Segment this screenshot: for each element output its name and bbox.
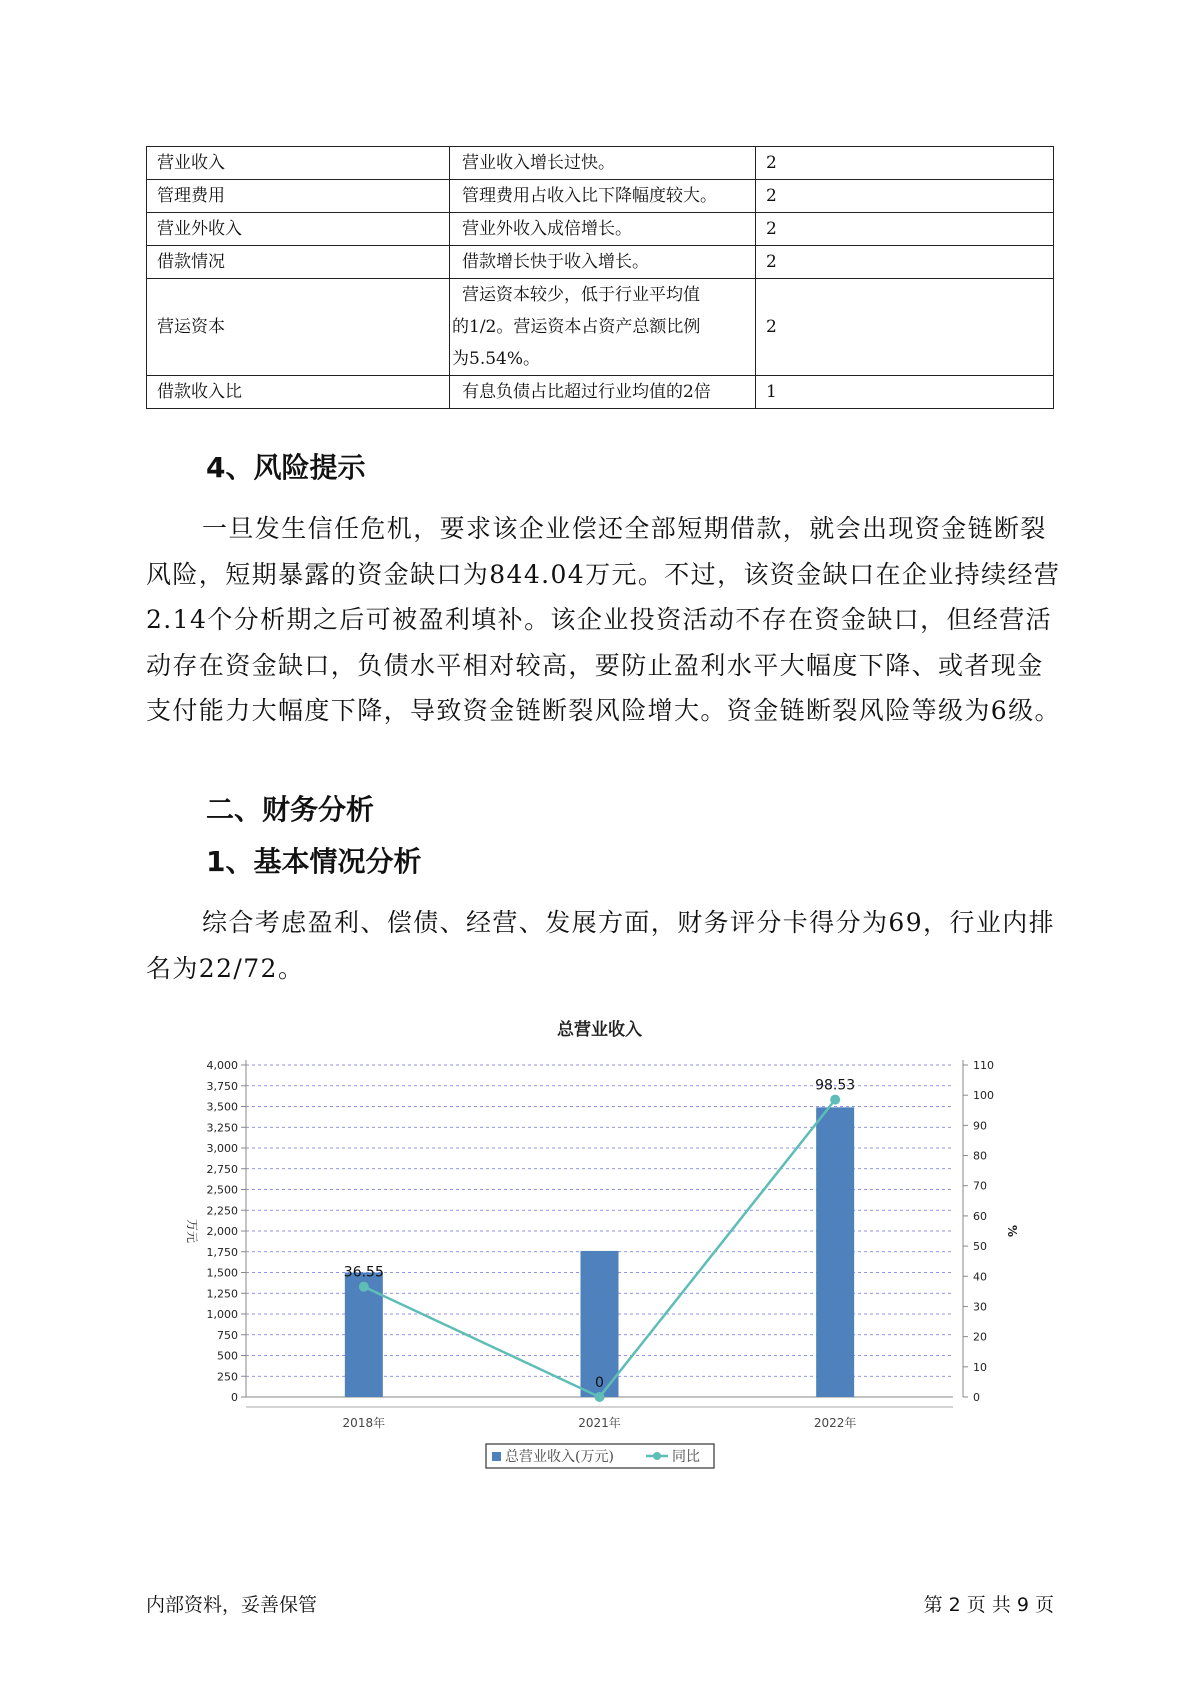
risk-heading: 4、风险提示: [206, 451, 366, 484]
y2-axis-label: %: [1005, 1224, 1019, 1238]
bar: [816, 1107, 854, 1397]
revenue-chart: [170, 1015, 1050, 1490]
y-tick-label: 3,000: [206, 1142, 238, 1155]
finance-heading: 二、财务分析: [206, 793, 375, 826]
risk-indicator-table: [146, 146, 1054, 409]
y-tick-label: 3,750: [206, 1079, 238, 1093]
table-cell-desc: 借款增长快于收入增长。: [450, 246, 756, 279]
y-tick-label: 1,000: [206, 1308, 238, 1321]
footer-confidential: 内部资料，妥善保管: [146, 1594, 318, 1616]
y-tick-label: 3,250: [206, 1121, 238, 1135]
x-tick-label: 2022年: [813, 1416, 857, 1430]
yoy-point: [359, 1282, 369, 1292]
yoy-data-label: 0: [595, 1375, 604, 1391]
y-tick-label: 250: [217, 1370, 238, 1384]
desc-line: 营运资本较少，低于行业平均值: [462, 285, 700, 305]
table-cell-score: 1: [756, 376, 1054, 409]
table-cell-item: 营业外收入: [147, 213, 450, 246]
table-row: [147, 213, 1054, 246]
y2-tick-label: 40: [973, 1270, 987, 1284]
table-row: [147, 180, 1054, 213]
table-cell-desc: 营业外收入成倍增长。: [450, 213, 756, 246]
table-cell-score: 2: [756, 213, 1054, 246]
y2-tick-label: 30: [973, 1300, 987, 1314]
y-axis-label: 万元: [185, 1218, 199, 1244]
table-cell-desc: 有息负债占比超过行业均值的2倍: [450, 376, 756, 409]
table-cell-score: 2: [756, 147, 1054, 180]
table-row: [147, 279, 1054, 376]
table-cell-desc: [450, 279, 756, 376]
y-tick-label: 2,500: [206, 1183, 238, 1197]
y-tick-label: 3,500: [206, 1100, 238, 1114]
y2-tick-label: 50: [973, 1240, 987, 1254]
table-cell-score: 2: [756, 180, 1054, 213]
legend-line-label: 同比: [672, 1449, 700, 1465]
y-tick-label: 750: [217, 1328, 238, 1342]
table-cell-item: 营业收入: [147, 147, 450, 180]
y-tick-label: 1,500: [206, 1266, 238, 1280]
y2-tick-label: 0: [973, 1391, 980, 1404]
yoy-data-label: 36.55: [343, 1264, 384, 1281]
y2-tick-label: 80: [973, 1149, 987, 1163]
yoy-data-label: 98.53: [815, 1077, 856, 1094]
y2-tick-label: 20: [973, 1330, 987, 1344]
y-tick-label: 2,750: [206, 1162, 238, 1176]
y-tick-label: 1,250: [206, 1287, 238, 1301]
y2-tick-label: 10: [973, 1360, 987, 1374]
y2-tick-label: 90: [973, 1119, 987, 1133]
legend-line-marker: [653, 1452, 661, 1460]
table-row: [147, 376, 1054, 409]
legend-bar-swatch: [492, 1452, 501, 1461]
table-cell-desc: 营业收入增长过快。: [450, 147, 756, 180]
y2-tick-label: 110: [973, 1059, 994, 1072]
yoy-point: [595, 1392, 605, 1402]
desc-line: 的1/2。营运资本占资产总额比例: [452, 317, 701, 337]
finance-paragraph: 综合考虑盈利、偿债、经营、发展方面，财务评分卡得分为69，行业内排名为22/72。: [146, 908, 1056, 983]
table-cell-desc: 管理费用占收入比下降幅度较大。: [450, 180, 756, 213]
basic-analysis-heading: 1、基本情况分析: [206, 845, 422, 878]
y-tick-label: 500: [217, 1349, 238, 1363]
y-tick-label: 2,250: [206, 1204, 238, 1218]
y2-tick-label: 60: [973, 1209, 987, 1223]
table-cell-score: 2: [756, 279, 1054, 376]
y-tick-label: 0: [231, 1391, 238, 1404]
y-tick-label: 4,000: [206, 1059, 238, 1072]
table-row: [147, 246, 1054, 279]
x-tick-label: 2021年: [578, 1416, 621, 1430]
desc-line: 为5.54%。: [452, 349, 541, 369]
y2-tick-label: 100: [973, 1089, 994, 1103]
chart-title: 总营业收入: [557, 1020, 642, 1040]
footer-page-number: 第 2 页 共 9 页: [923, 1594, 1054, 1616]
table-cell-item: 借款情况: [147, 246, 450, 279]
risk-table-body: [147, 147, 1054, 409]
legend-bar-label: 总营业收入(万元): [505, 1449, 614, 1465]
table-cell-item: 营运资本: [147, 279, 450, 376]
table-cell-item: 管理费用: [147, 180, 450, 213]
y-tick-label: 2,000: [206, 1225, 238, 1238]
risk-paragraph: 一旦发生信任危机，要求该企业偿还全部短期借款，就会出现资金链断裂风险，短期暴露的资金缺口为844.04万元。不过，该资金缺口在企业持续经营 2.14个分析期之后可被盈利填补。该企业投资活动不存在资金缺口，但经营活动存在资金缺口，负债水平相对较高，要防止盈利水平大幅度下降、或者现金支付能力大幅度下降，导致资金链断裂风险增大。资金链断裂风险等级为6级。: [146, 514, 1061, 725]
yoy-point: [830, 1095, 840, 1105]
table-cell-item: 借款收入比: [147, 376, 450, 409]
table-row: [147, 147, 1054, 180]
y-tick-label: 1,750: [206, 1245, 238, 1259]
x-tick-label: 2018年: [342, 1416, 386, 1430]
y2-tick-label: 70: [973, 1179, 987, 1193]
revenue-chart-svg: [170, 1015, 1050, 1490]
table-cell-score: 2: [756, 246, 1054, 279]
